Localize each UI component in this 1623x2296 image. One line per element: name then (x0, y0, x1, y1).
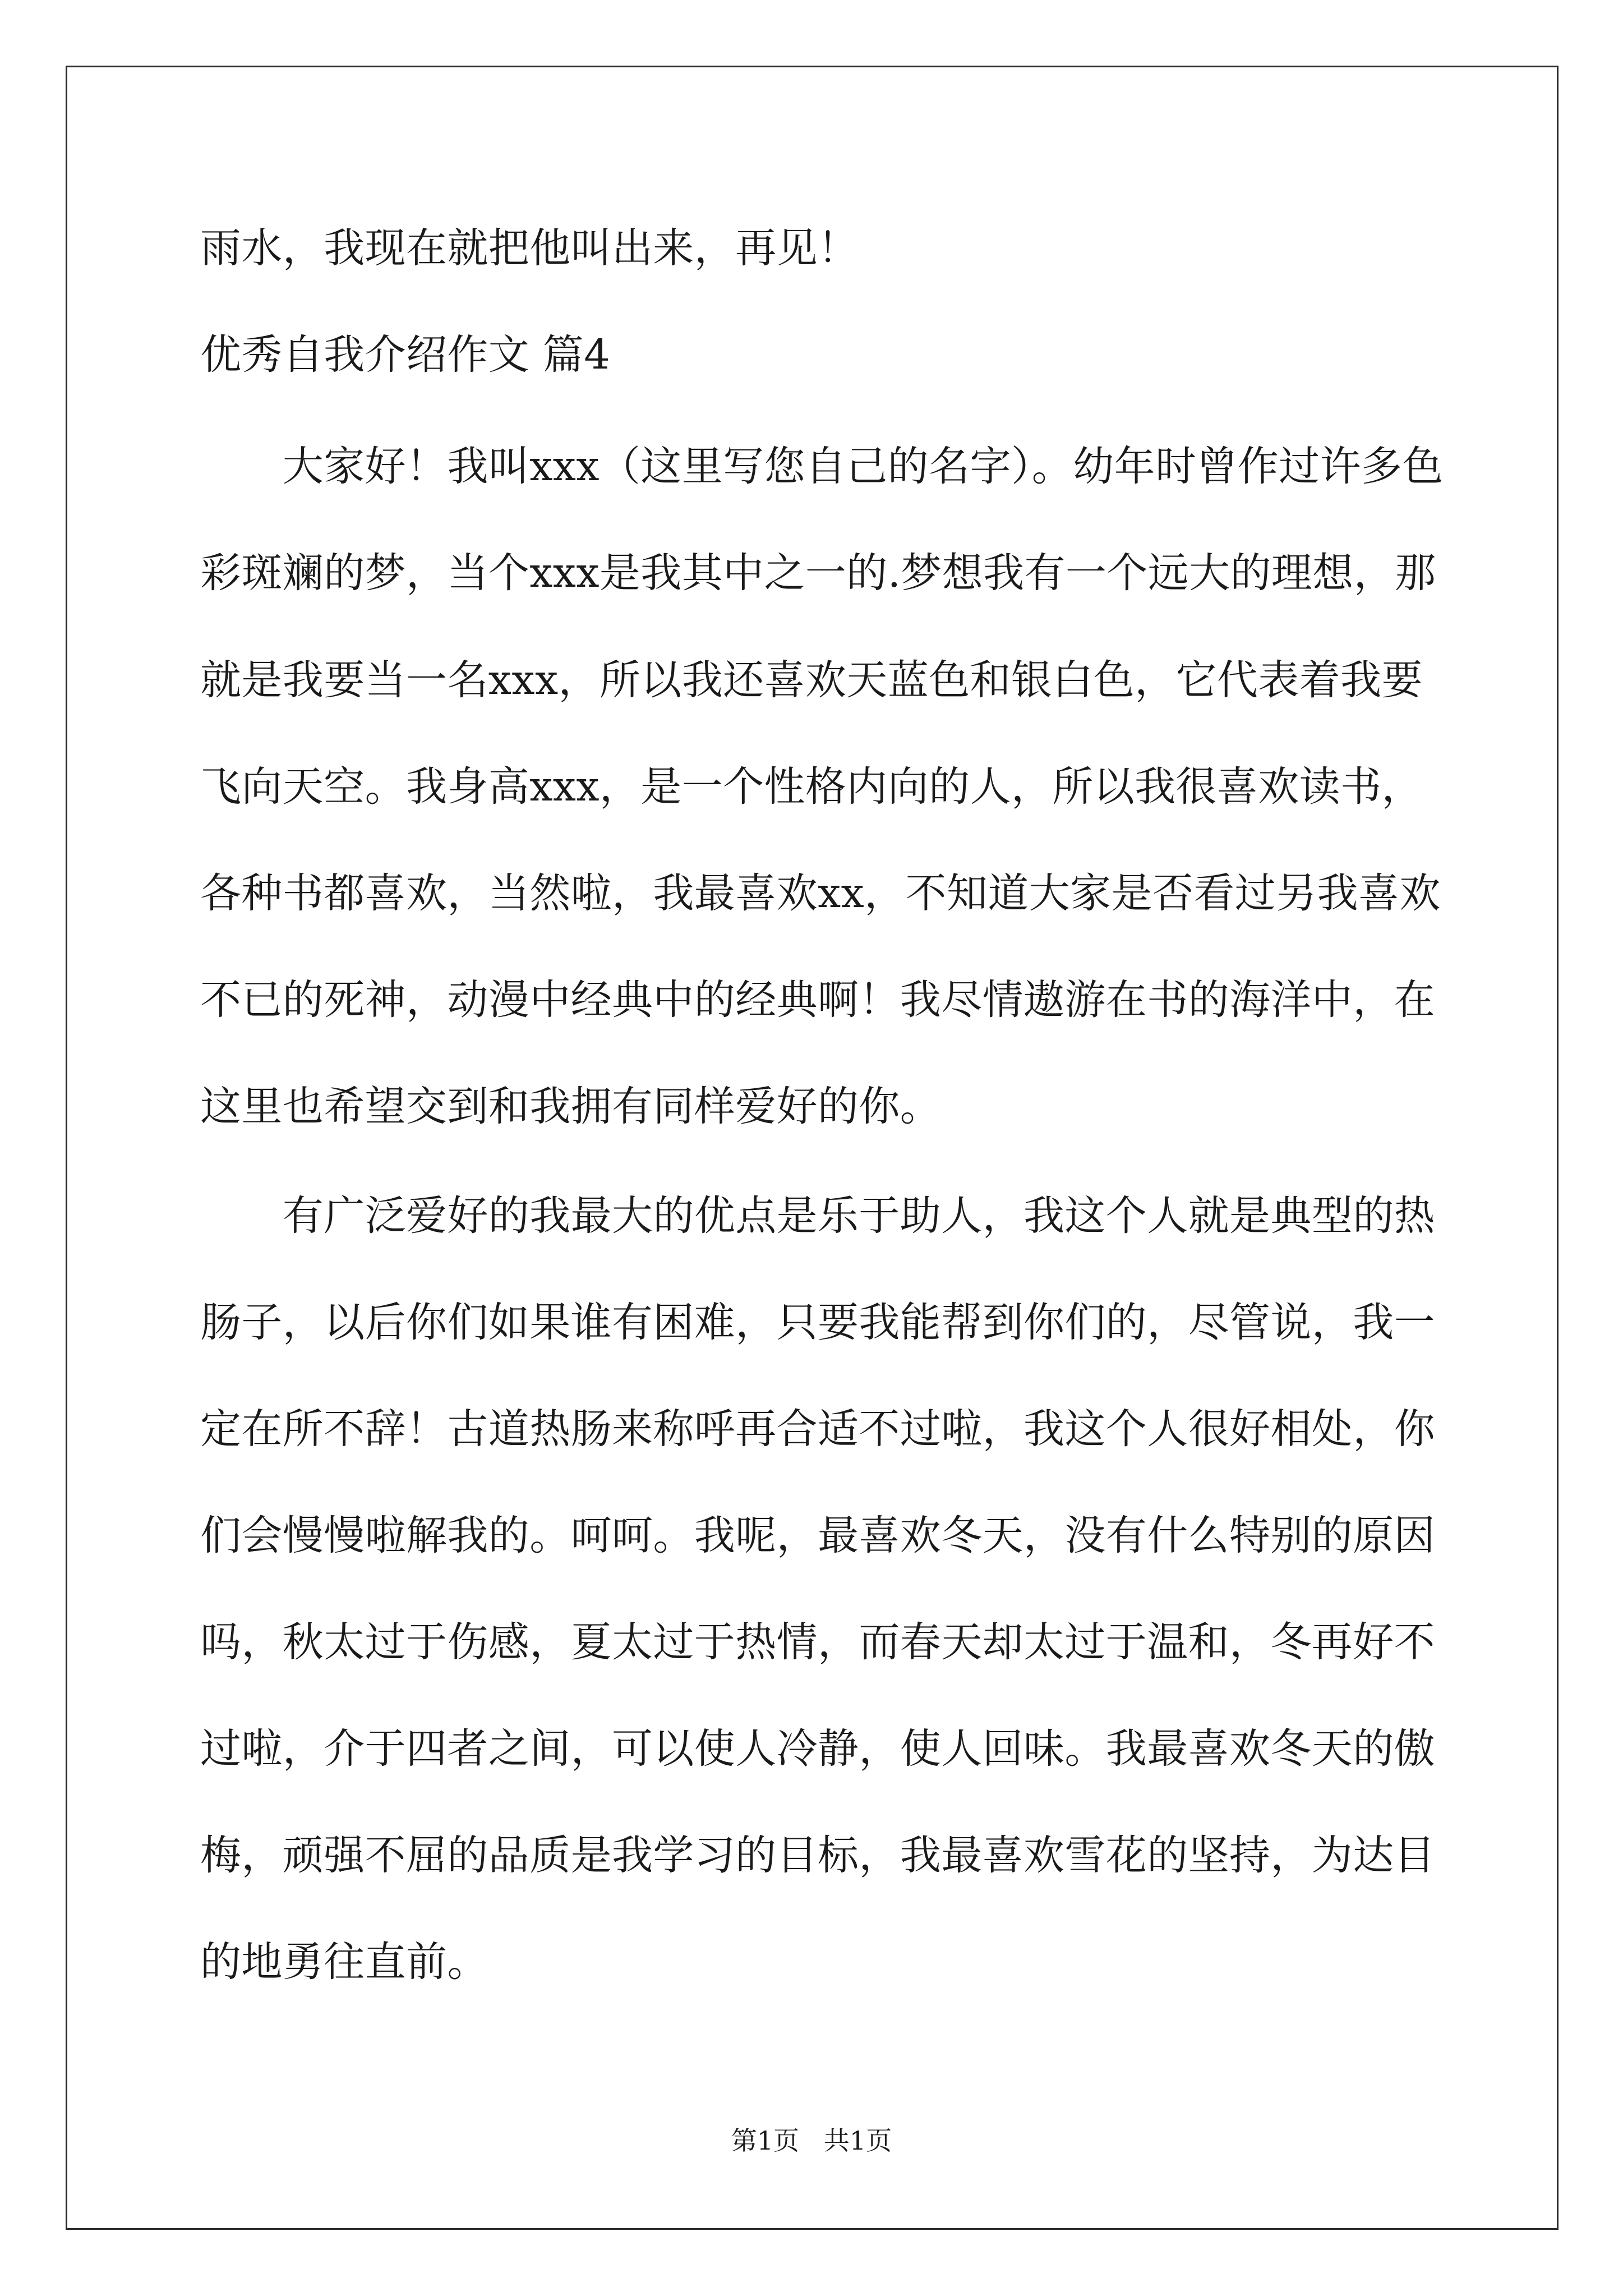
section-title: 优秀自我介绍作文 篇4 (200, 331, 611, 379)
paragraph1-line: 大家好！我叫xxx（这里写您自己的名字）。幼年时曾作过许多色 (200, 443, 1444, 490)
page-number-footer: 第1页 共1页 (731, 2125, 892, 2156)
paragraph2-line: 梅，顽强不屈的品质是我学习的目标，我最喜欢雪花的坚持，为达目 (200, 1832, 1435, 1879)
paragraph1-line: 彩斑斓的梦，当个xxx是我其中之一的.梦想我有一个远大的理想，那 (200, 549, 1436, 597)
paragraph2-line: 吗，秋太过于伤感，夏太过于热情，而春天却太过于温和，冬再好不 (200, 1618, 1435, 1666)
paragraph1-line: 这里也希望交到和我拥有同样爱好的你。 (200, 1083, 942, 1130)
paragraph2-line: 有广泛爱好的我最大的优点是乐于助人，我这个人就是典型的热 (200, 1192, 1435, 1240)
paragraph2-line: 的地勇往直前。 (200, 1938, 488, 1986)
paragraph2-line: 肠子，以后你们如果谁有困难，只要我能帮到你们的，尽管说，我一 (200, 1299, 1435, 1346)
paragraph1-line: 就是我要当一名xxx，所以我还喜欢天蓝色和银白色，它代表着我要 (200, 656, 1423, 704)
paragraph2-line: 定在所不辞！古道热肠来称呼再合适不过啦，我这个人很好相处，你 (200, 1405, 1435, 1453)
paragraph1-line: 飞向天空。我身高xxx，是一个性格内向的人，所以我很喜欢读书， (200, 763, 1423, 811)
page-border (66, 66, 1559, 2230)
paragraph2-line: 们会慢慢啦解我的。呵呵。我呢，最喜欢冬天，没有什么特别的原因 (200, 1512, 1435, 1559)
paragraph2-line: 过啦，介于四者之间，可以使人冷静，使人回味。我最喜欢冬天的傲 (200, 1725, 1435, 1773)
paragraph1-line: 各种书都喜欢，当然啦，我最喜欢xx，不知道大家是否看过另我喜欢 (200, 869, 1441, 917)
continuation-line: 雨水，我现在就把他叫出来，再见！ (200, 224, 859, 272)
paragraph1-line: 不已的死神，动漫中经典中的经典啊！我尽情遨游在书的海洋中，在 (200, 976, 1435, 1024)
